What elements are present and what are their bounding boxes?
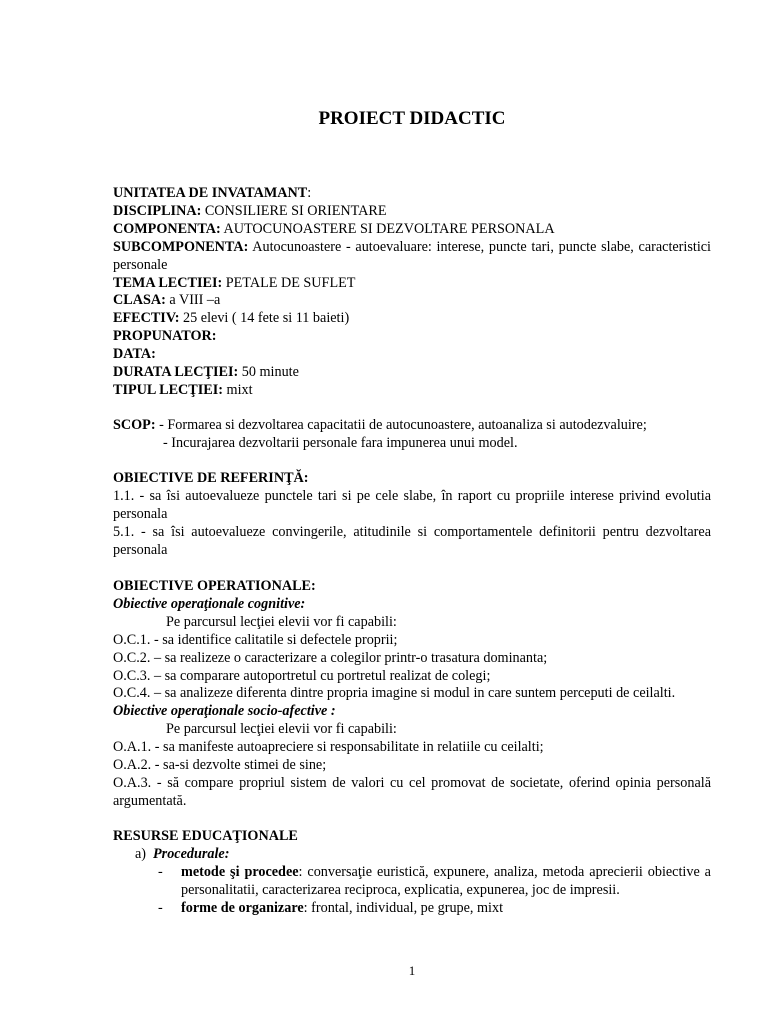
field-tema-lectiei: TEMA LECTIEI: PETALE DE SUFLET: [113, 274, 356, 291]
socio-heading: Obiective operaţionale socio-afective :: [113, 703, 336, 720]
resurse-section: [113, 828, 711, 918]
obiective-referinta-heading: OBIECTIVE DE REFERINŢĂ:: [113, 470, 309, 486]
obiective-referinta-section: [113, 470, 711, 560]
field-subcomponenta: SUBCOMPONENTA: Autocunoastere - autoevaluare: interese, puncte tari, puncte slabe, caracteristici personale: [113, 238, 711, 273]
obiectiv-referinta-item: 1.1. - sa îsi autoevalueze punctele tari si pe cele slabe, în raport cu propriile interese privind evolutia personala: [113, 487, 711, 522]
socio-item: O.A.2. - sa-si dezvolte stimei de sine;: [113, 757, 327, 774]
resurse-heading: RESURSE EDUCAŢIONALE: [113, 828, 298, 844]
field-clasa: CLASA: a VIII –a: [113, 292, 221, 309]
obiectiv-referinta-item: 5.1. - sa îsi autoevalueze convingerile, atitudinile si comportamentele definitorii pentru dezvoltarea personala: [113, 523, 711, 558]
field-propunator: PROPUNATOR:: [113, 328, 217, 345]
field-efectiv: EFECTIV: 25 elevi ( 14 fete si 11 baieti): [113, 310, 350, 327]
obiective-operationale-section: [113, 578, 711, 811]
field-disciplina: DISCIPLINA: CONSILIERE SI ORIENTARE: [113, 202, 387, 219]
scop-section: [113, 417, 711, 453]
cognitive-heading: Obiective operaţionale cognitive:: [113, 595, 306, 612]
field-data: DATA:: [113, 346, 156, 363]
metode-item: [113, 864, 711, 900]
procedurale-label: Procedurale:: [153, 845, 230, 862]
socio-item: O.A.3. - să compare propriul sistem de valori cu cel promovat de societate, oferind opinia personală argumentată.: [113, 774, 711, 809]
cognitive-item: O.C.1. - sa identifice calitatile si defectele proprii;: [113, 631, 398, 648]
list-marker: a): [135, 845, 147, 862]
cognitive-item: O.C.4. – sa analizeze diferenta dintre propria imagine si modul in care suntem perceputi de ceilalti.: [113, 685, 676, 702]
forme-value: : frontal, individual, pe grupe, mixt: [303, 899, 504, 916]
dash-bullet: -: [158, 899, 163, 916]
field-componenta: COMPONENTA: AUTOCUNOASTERE SI DEZVOLTARE PERSONALA: [113, 220, 555, 237]
metode-label: metode şi procedee: [181, 863, 299, 880]
cognitive-intro: Pe parcursul lecţiei elevii vor fi capabili:: [166, 613, 397, 630]
socio-item: O.A.1. - sa manifeste autoapreciere si responsabilitate in relatiile cu ceilalti;: [113, 739, 544, 756]
dash-bullet: -: [158, 863, 163, 880]
forme-item: [113, 900, 711, 918]
field-unitatea: UNITATEA DE INVATAMANT:: [113, 185, 312, 201]
header-fields: [113, 185, 711, 400]
socio-intro: Pe parcursul lecţiei elevii vor fi capabili:: [166, 721, 397, 738]
scop-line-1: SCOP: - Formarea si dezvoltarea capacitatii de autocunoastere, autoanaliza si autodezvaluire;: [113, 417, 647, 433]
cognitive-item: O.C.2. – sa realizeze o caracterizare a colegilor printr-o trasatura dominanta;: [113, 649, 548, 666]
field-durata: DURATA LECŢIEI: 50 minute: [113, 364, 299, 381]
metode-value: : conversaţie euristică, expunere, analiza, metoda aprecierii obiective a personalitatii, caracterizarea reciproca, explicatia, expunerea, joc de impresii.: [181, 863, 711, 898]
scop-line-2: - Incurajarea dezvoltarii personale fara impunerea unui model.: [163, 434, 518, 451]
obiective-operationale-heading: OBIECTIVE OPERATIONALE:: [113, 578, 316, 594]
cognitive-item: O.C.3. – sa comparare autoportretul cu portretul realizat de colegi;: [113, 667, 491, 684]
document-title: PROIECT DIDACTIC: [318, 108, 506, 129]
resurse-procedurale: [113, 846, 711, 864]
page-number: 1: [408, 963, 416, 978]
forme-label: forme de organizare: [181, 899, 304, 916]
field-tipul: TIPUL LECŢIEI: mixt: [113, 381, 253, 398]
